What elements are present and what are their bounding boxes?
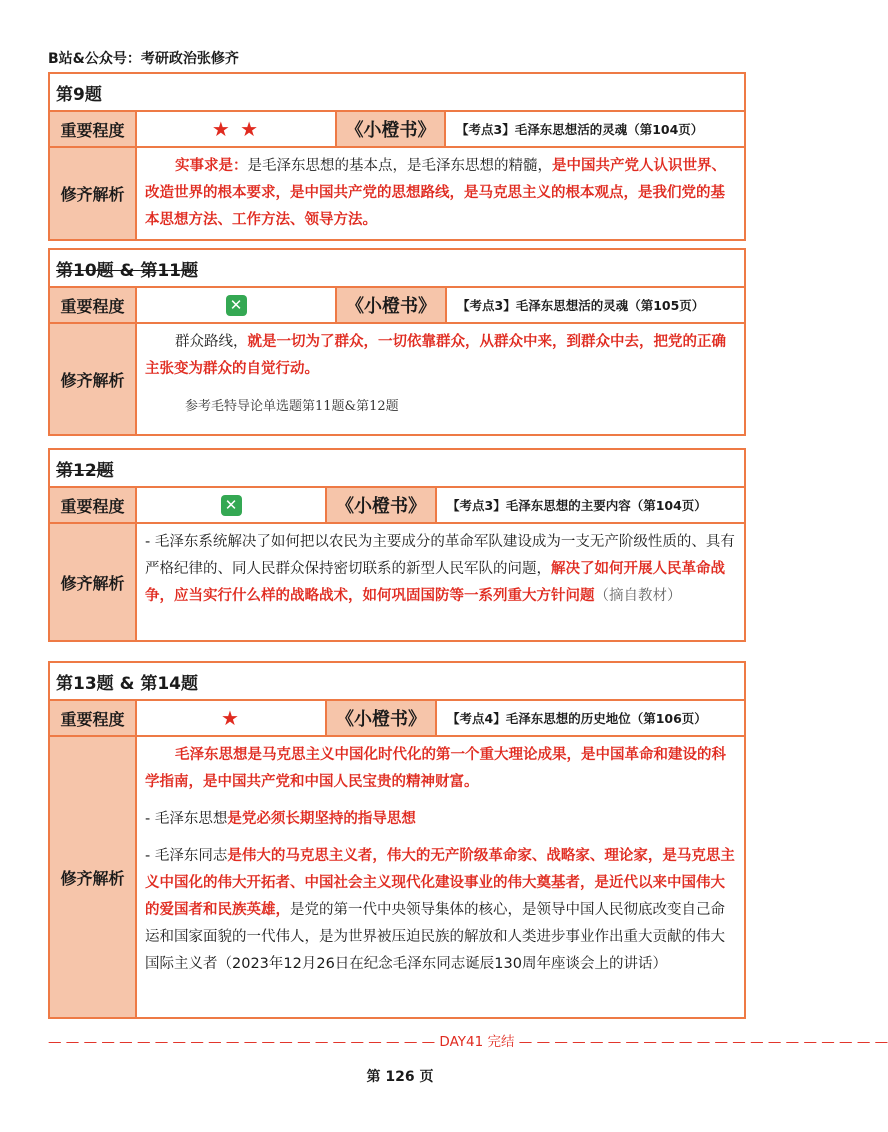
analysis-text (137, 524, 744, 640)
importance-row (50, 110, 744, 146)
importance-label: 重要程度 (50, 488, 137, 522)
analysis-highlight: 就是一切为了群众，一切依靠群众，从群众中来，到群众中去，把党的正确主张变为群众的自觉行动。 (145, 334, 726, 377)
importance-row (50, 699, 744, 735)
importance-value (137, 112, 337, 146)
question-title: 第9题 (56, 84, 102, 105)
question-title (50, 450, 744, 486)
analysis-plain: 群众路线， (175, 334, 248, 350)
analysis-plain: - 毛泽东系统解决了如何把以农民为主要成分的革命军队建设成为一支无产阶级性质的、具有严格纪律的、同人民群众保持密切联系的新型人民军队的问题， (145, 534, 735, 577)
book-label: 《小橙书》 (327, 488, 437, 522)
analysis-text (137, 148, 744, 239)
star-rating-icon: ★ ★ (211, 117, 261, 141)
analysis-row (50, 146, 744, 239)
question-title-text: 第12题 (56, 460, 114, 481)
question-card-12 (48, 448, 746, 642)
question-card-9 (48, 72, 746, 241)
importance-value (137, 288, 337, 322)
divider-dashes-right: — — — — — — — — — — — — — — — — — — — — — (518, 1034, 888, 1050)
analysis-plain: 是党的第一代中央领导集体的核心，是领导中国人民彻底改变自己命运和国家面貌的一代伟人，是为世界被压迫民族的解放和人类进步事业作出重大贡献的伟大国际主义者（2023年12月26日在纪念毛泽东同志诞辰130周年座谈会上的讲话） (145, 902, 725, 972)
analysis-highlight: 实事求是： (175, 158, 248, 174)
book-label: 《小橙书》 (327, 701, 437, 735)
question-title-text: 第10题 & 第11题 (56, 260, 198, 281)
analysis-highlight: 解决了如何开展人民革命战争，应当实行什么样的战略战术，如何巩固国防等一系列重大方针问题 (145, 561, 725, 604)
importance-label: 重要程度 (50, 112, 137, 146)
analysis-plain: - 毛泽东同志 (145, 848, 228, 864)
question-title: 第13题 & 第14题 (56, 673, 198, 694)
cross-mark-icon: ✕ (221, 495, 242, 516)
analysis-label: 修齐解析 (50, 148, 137, 239)
reference-note: 参考毛特导论单选题第11题&第12题 (185, 399, 399, 414)
analysis-highlight: 是中国共产党人认识世界、改造世界的根本要求，是中国共产党的思想路线，是马克思主义的根本观点，是我们党的基本思想方法、工作方法、领导方法。 (145, 158, 726, 228)
analysis-plain: 是毛泽东思想的基本点，是毛泽东思想的精髓， (247, 158, 552, 174)
analysis-text (137, 324, 744, 434)
page-number: 第 126 页 (366, 1069, 434, 1085)
analysis-source: （摘自教材） (594, 588, 682, 604)
importance-label: 重要程度 (50, 701, 137, 735)
analysis-text (137, 737, 744, 1017)
divider-dashes-left: — — — — — — — — — — — — — — — — — — — — — — (48, 1034, 436, 1050)
analysis-highlight: 是中国革命和建设的科学指南，是中国共产党和中国人民宝贵的精神财富。 (145, 747, 726, 790)
page-header: B站&公众号：考研政治张修齐 (48, 51, 239, 67)
analysis-label: 修齐解析 (50, 524, 137, 640)
reference-text: 【考点3】毛泽东思想的主要内容（第104页） (447, 498, 707, 513)
book-label: 《小橙书》 (337, 112, 446, 146)
importance-value (137, 488, 327, 522)
analysis-label: 修齐解析 (50, 324, 137, 434)
star-rating-icon: ★ (221, 706, 241, 730)
importance-value (137, 701, 327, 735)
analysis-row (50, 522, 744, 640)
importance-row (50, 486, 744, 522)
importance-label: 重要程度 (50, 288, 137, 322)
book-label: 《小橙书》 (337, 288, 447, 322)
analysis-row (50, 322, 744, 434)
divider-text: DAY41 完结 (439, 1034, 515, 1050)
analysis-highlight: 是党必须长期坚持的指导思想 (227, 811, 416, 827)
reference-text: 【考点4】毛泽东思想的历史地位（第106页） (447, 711, 707, 726)
reference-text: 【考点3】毛泽东思想活的灵魂（第104页） (456, 122, 704, 137)
question-card-10-11 (48, 248, 746, 436)
analysis-highlight: 毛泽东思想是马克思主义中国化时代化的第一个重大理论成果， (175, 747, 581, 763)
analysis-plain: - 毛泽东思想 (145, 811, 228, 827)
question-card-13-14 (48, 661, 746, 1019)
importance-row (50, 286, 744, 322)
end-divider (48, 1030, 888, 1050)
cross-mark-icon: ✕ (226, 295, 247, 316)
analysis-label: 修齐解析 (50, 737, 137, 1017)
analysis-highlight: 是伟大的马克思主义者，伟大的无产阶级革命家、战略家、理论家，是马克思主义中国化的伟大开拓者、中国社会主义现代化建设事业的伟大奠基者，是近代以来中国伟大的爱国者和民族英雄， (145, 848, 735, 918)
question-title (50, 250, 744, 286)
analysis-row (50, 735, 744, 1017)
reference-text: 【考点3】毛泽东思想活的灵魂（第105页） (457, 298, 705, 313)
